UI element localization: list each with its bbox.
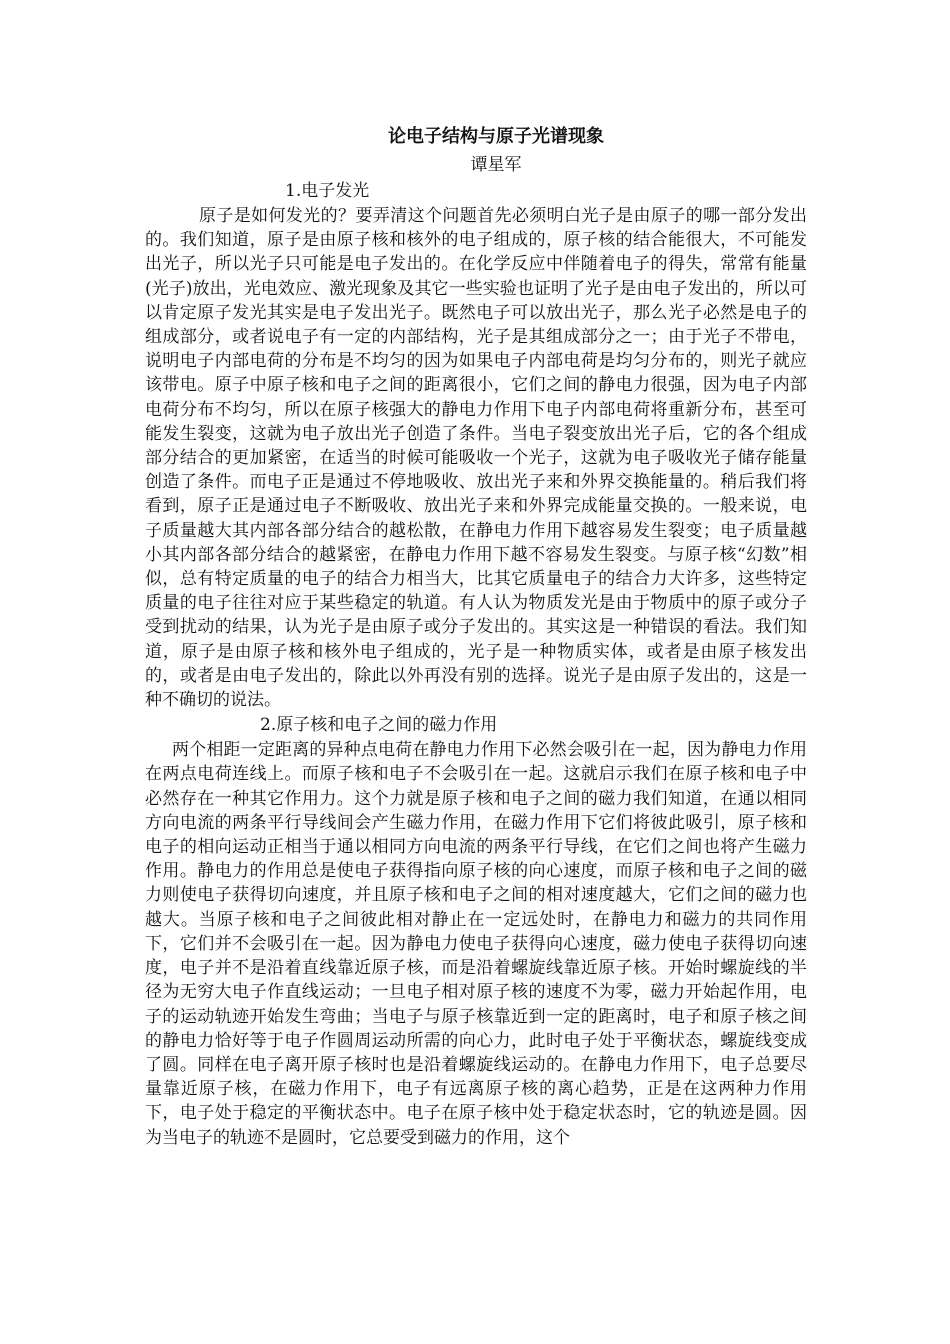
section-heading-2: 2.原子核和电子之间的磁力作用 <box>260 715 498 736</box>
document-page <box>145 122 807 1150</box>
document-author: 谭星军 <box>470 155 522 175</box>
section-paragraph-2: 两个相距一定距离的异种点电荷在静电力作用下必然会吸引在一起，因为静电力作用在两点电荷连线上。而原子核和电子不会吸引在一起。这就启示我们在原子核和电子中必然存在一种其它作用力。这个力就是原子核和电子之间的磁力我们知道，在通以相同方向电流的两条平行导线间会产生磁力作用，在磁力作用下它们将彼此吸引，原子核和电子的相向运动正相当于通以相同方向电流的两条平行导线，在它们之间也将产生磁力作用。静电力的作用总是使电子获得指向原子核的向心速度，而原子核和电子之间的磁力则使电子获得切向速度，并且原子核和电子之间的相对速度越大，它们之间的磁力也越大。当原子核和电子之间彼此相对静止在一定远处时，在静电力和磁力的共同作用下，它们并不会吸引在一起。因为静电力使电子获得向心速度，磁力使电子获得切向速度，电子并不是沿着直线靠近原子核，而是沿着螺旋线靠近原子核。开始时螺旋线的半径为无穷大电子作直线运动；一旦电子相对原子核的速度不为零，磁力开始起作用，电子的运动轨迹开始发生弯曲；当电子与原子核靠近到一定的距离时，电子和原子核之间的静电力恰好等于电子作圆周运动所需的向心力，此时电子处于平衡状态，螺旋线变成了圆。同样在电子离开原子核时也是沿着螺旋线运动的。在静电力作用下，电子总要尽量靠近原子核，在磁力作用下，电子有远离原子核的离心趋势，正是在这两种力作用下，电子处于稳定的平衡状态中。电子在原子核中处于稳定状态时，它的轨迹是圆。因为当电子的轨迹不是圆时，它总要受到磁力的作用，这个 <box>145 740 807 1148</box>
section-heading-1: 1.电子发光 <box>285 181 370 201</box>
document-title: 论电子结构与原子光谱现象 <box>388 126 604 147</box>
section-paragraph-1: 原子是如何发光的？要弄清这个问题首先必须明白光子是由原子的哪一部分发出的。我们知道，原子是由原子核和核外的电子组成的，原子核的结合能很大，不可能发出光子，所以光子只可能是电子发出的。在化学反应中伴随着电子的得失，常常有能量(光子)放出，光电效应、激光现象及其它一些实验也证明了光子是由电子发出的，所以可以肯定原子发光其实是电子发出光子。既然电子可以放出光子，那么光子必然是电子的组成部分，或者说电子有一定的内部结构，光子是其组成部分之一；由于光子不带电，说明电子内部电荷的分布是不均匀的因为如果电子内部电荷是均匀分布的，则光子就应该带电。原子中原子核和电子之间的距离很小，它们之间的静电力很强，因为电子内部电荷分布不均匀，所以在原子核强大的静电力作用下电子内部电荷将重新分布，甚至可能发生裂变，这就为电子放出光子创造了条件。当电子裂变放出光子后，它的各个组成部分结合的更加紧密，在适当的时候可能吸收一个光子，这就为电子吸收光子储存能量创造了条件。而电子正是通过不停地吸收、放出光子来和外界交换能量的。稍后我们将看到，原子正是通过电子不断吸收、放出光子来和外界完成能量交换的。一般来说，电子质量越大其内部各部分结合的越松散，在静电力作用下越容易发生裂变；电子质量越小其内部各部分结合的越紧密，在静电力作用下越不容易发生裂变。与原子核“幻数”相似，总有特定质量的电子的结合力相当大，比其它质量电子的结合力大许多，这些特定质量的电子往往对应于某些稳定的轨道。有人认为物质发光是由于物质中的原子或分子受到扰动的结果，认为光子是由原子或分子发出的。其实这是一种错误的看法。我们知道，原子是由原子核和核外电子组成的，光子是一种物质实体，或者是由原子核发出的，或者是由电子发出的，除此以外再没有别的选择。说光子是由原子发出的，这是一种不确切的说法。 <box>145 206 807 711</box>
